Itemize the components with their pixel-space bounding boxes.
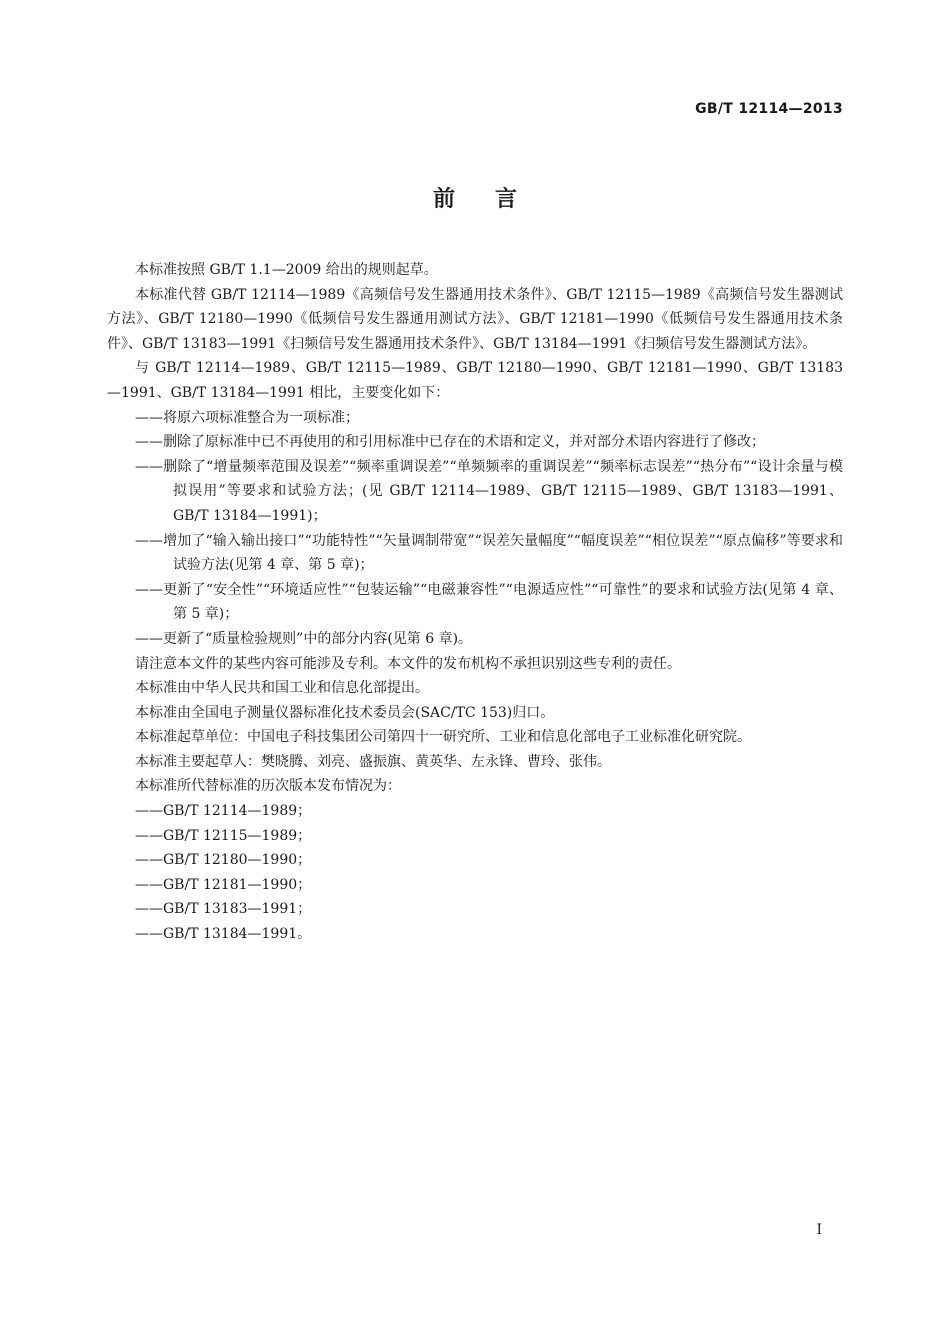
paragraph-replaces: 本标准代替 GB/T 12114—1989《高频信号发生器通用技术条件》、GB/T 12115—1989《高频信号发生器测试方法》、GB/T 12180—1990《低频信号发生器通用测试方法》、GB/T 12181—1990《低频信号发生器通用技术条件》、GB/T 13183—1991《扫频信号发生器通用技术条件》、GB/T 13184—1991《扫频信号发生器测试方法》。 <box>107 286 843 352</box>
list-item-change: ——更新了“质量检验规则”中的部分内容(见第 6 章)。 <box>135 630 473 647</box>
list-item-change: ——删除了“增量频率范围及误差”“频率重调误差”“单频频率的重调误差”“频率标志误差”“热分布”“设计余量与模拟误用”等要求和试验方法；(见 GB/T 12114—1989、GB/T 12115—1989、GB/T 13183—1991、GB/T 13184—1991)； <box>135 458 843 524</box>
page-title: 前言 <box>432 187 557 212</box>
list-item-change: ——更新了“安全性”“环境适应性”“包装运输”“电磁兼容性”“电源适应性”“可靠性”的要求和试验方法(见第 4 章、第 5 章)； <box>135 581 843 623</box>
list-item-change: ——增加了“输入输出接口”“功能特性”“矢量调制带宽”“误差矢量幅度”“幅度误差”“相位误差”“原点偏移”等要求和试验方法(见第 4 章、第 5 章)； <box>135 532 843 574</box>
paragraph-committee: 本标准由全国电子测量仪器标准化技术委员会(SAC/TC 153)归口。 <box>135 704 555 721</box>
document-body <box>107 258 843 947</box>
list-item-history: ——GB/T 12114—1989； <box>135 803 312 820</box>
list-item-history: ——GB/T 12115—1989； <box>135 827 312 844</box>
list-item-change: ——将原六项标准整合为一项标准； <box>135 409 359 426</box>
paragraph-drafting-units: 本标准起草单位：中国电子科技集团公司第四十一研究所、工业和信息化部电子工业标准化研究院。 <box>135 729 751 746</box>
paragraph-drafting-rules: 本标准按照 GB/T 1.1—2009 给出的规则起草。 <box>135 262 438 278</box>
list-item-history: ——GB/T 12181—1990； <box>135 876 312 893</box>
page-number: I <box>816 1222 822 1238</box>
standard-code: GB/T 12114—2013 <box>695 101 843 117</box>
list-item-history: ——GB/T 13183—1991； <box>135 901 312 918</box>
paragraph-patent-notice: 请注意本文件的某些内容可能涉及专利。本文件的发布机构不承担识别这些专利的责任。 <box>135 655 681 672</box>
paragraph-comparison: 与 GB/T 12114—1989、GB/T 12115—1989、GB/T 12180—1990、GB/T 12181—1990、GB/T 13183—1991、GB/T 13184—1991 相比，主要变化如下： <box>107 360 843 401</box>
list-item-history: ——GB/T 13184—1991。 <box>135 926 312 943</box>
paragraph-history-intro: 本标准所代替标准的历次版本发布情况为： <box>135 778 401 795</box>
list-item-change: ——删除了原标准中已不再使用的和引用标准中已存在的术语和定义，并对部分术语内容进行了修改； <box>135 434 765 451</box>
paragraph-drafters: 本标准主要起草人：樊晓腾、刘亮、盛振旗、黄英华、左永锋、曹玲、张伟。 <box>135 753 611 770</box>
list-item-history: ——GB/T 12180—1990； <box>135 852 312 869</box>
paragraph-proposed-by: 本标准由中华人民共和国工业和信息化部提出。 <box>135 680 429 697</box>
